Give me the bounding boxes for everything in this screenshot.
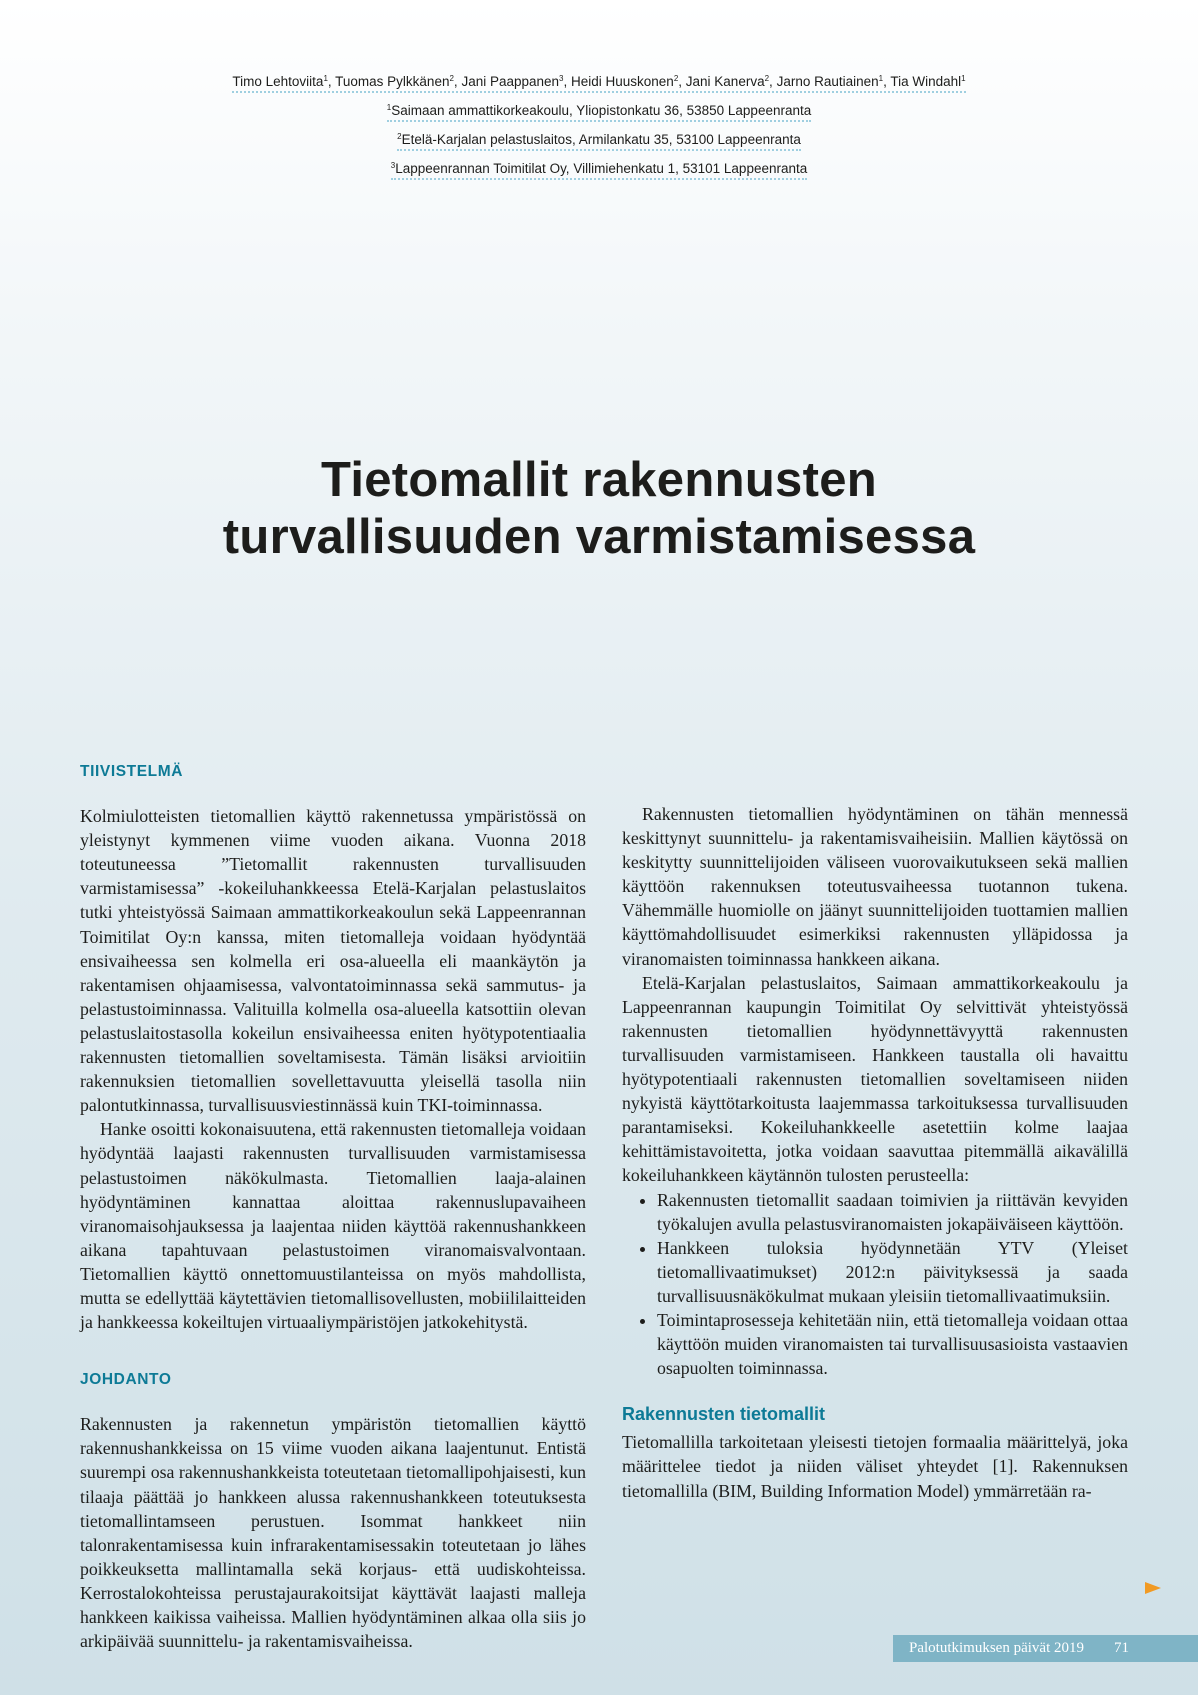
author-affiliation-mark: 2 [764,74,770,83]
author-affiliation-mark: 1 [961,74,966,83]
abstract-paragraph: Hanke osoitti kokonaisuutena, että rakennusten tietomalleja voidaan hyödyntää laajasti rakennusten turvallisuuden varmistamisessa pelastustoimen näkökulmasta. Tietomallien laaja-alainen hyödyntäminen kannattaa aloittaa rakennuslupavaiheen viranomaisohjauksessa ja laajentaa niiden käyttöä rakennushankkeen aikana tapahtuvaan pelastustoimen viranomaisvalvontaan. Tietomallien käyttö onnettomuustilanteissa on myös mahdollista, mutta se edellyttää käytettävien tietomallisovellusten, mobiililaitteiden ja hankkeessa kokeiltujen virtuaaliympäristöjen jatkokehitystä. [80,1119,586,1333]
page-number: 71 [1113,1640,1129,1656]
paper-title [0,452,1198,566]
author-name: Jani Kanerva [685,74,765,89]
affiliation-text: Saimaan ammattikorkeakoulu, Yliopistonkatu 36, 53850 Lappeenranta [391,103,812,118]
abstract-heading: TIIVISTELMÄ [80,763,184,780]
right-column [622,802,1128,1503]
author-affiliation-mark: 2 [449,74,454,83]
author-affiliation-mark: 3 [559,74,564,83]
list-item: • Toimintaprosesseja kehitetään niin, että tietomalleja voidaan ottaa käyttöön muiden viranomaisten tai turvallisuusasioista vastaavien osapuolten toiminnassa. [657,1308,1128,1380]
affiliation-line [391,157,808,180]
intro-paragraph: Rakennusten ja rakennetun ympäristön tietomallien käyttö rakennushankkeissa on 15 viime vuoden aikana laajentunut. Entistä suurempi osa rakennushankkeista toteutetaan tietomallipohjaisesti, kun tilaaja päättää jo hankkeen alussa rakennushankkeen toteutuksesta tietomallintamseen perustuen. Isommat hankkeet niin talonrakentamisessa kuin infrarakentamisessakin toteutetaan jo lähes poikkeuksetta mallintamalla sekä korjaus- että uudiskohteissa. Kerrostalokohteissa perustajaurakoitsijat käyttävät laajasti malleja hankkeen kaikissa vaiheissa. Mallien hyödyntäminen alkaa olla siis jo arkipäivää suunnittelu- ja rakentamisvaiheissa. [80,1414,586,1652]
intro-heading: JOHDANTO [80,1371,172,1389]
affiliation-mark: 1 [386,103,392,112]
author-name: Jarno Rautiainen [776,74,879,89]
left-column [80,760,586,1652]
author-affiliation-mark: 1 [878,74,884,83]
intro-paragraph: Etelä-Karjalan pelastuslaitos, Saimaan ammattikorkeakoulu ja Lappeenrannan kaupungin Toimitilat Oy selvittivät yhteistyössä rakennusten tietomallien hyödynnettävyyttä rakennusten turvallisuuden varmistamiseen. Hankkeen taustalla oli havaittu hyötypotentiaali rakennusten tietomallien soveltamiseen niiden nykyistä käyttötarkoitusta laajemmassa tarkoituksessa turvallisuuden parantamiseksi. Kokeiluhankkeelle asetettiin kolme laajaa kehittämistavoitetta, jotka voidaan saavuttaa pitemmällä aikavälillä kokeiluhankkeen käytännön tulosten perusteella: [622,972,1128,1186]
affiliation-text: Etelä-Karjalan pelastuslaitos, Armilankatu 35, 53100 Lappeenranta [401,132,801,147]
author-name: Tia Windahl [890,74,962,89]
conference-name: Palotutkimuksen päivät 2019 [909,1640,1084,1656]
list-item: • Rakennusten tietomallit saadaan toimivien ja riittävän kevyiden työkalujen avulla pelastusviranomaisten jokapäiväiseen käyttöön. [657,1188,1128,1236]
continue-arrow-icon [1145,1582,1161,1594]
abstract-paragraph: Kolmiulotteisten tietomallien käyttö rakennetussa ympäristössä on yleistynyt kymmenen viime vuoden aikana. Vuonna 2018 toteutuneessa ”Tietomallit rakennusten turvallisuuden varmistamisessa” -kokeiluhankkeessa Etelä-Karjalan pelastuslaitos tutki yhteistyössä Saimaan ammattikorkeakoulun sekä Lappeenrannan Toimitilat Oy:n kanssa, miten tietomalleja voidaan hyödyntää ensivaiheessa sen kolmella eri osa-alueella eli maankäytön ja rakentamisen ohjaamisessa, valvontatoiminnassa sekä sammutus- ja pelastustoiminnassa. Valituilla kolmella osa-alueella katsottiin olevan pelastuslaitostasolla kokeilun ensivaiheessa eniten hyötypotentiaalia rakennusten tietomallien soveltamisesta. Tämän lisäksi arvioitiin rakennuksien tietomallien sovellettavuutta yleisellä tasolla niin palontutkinnassa, turvallisuusviestinnässä kuin TKI-toiminnassa. [80,806,586,1116]
affiliation-line [387,99,811,122]
author-name: Jani Paappanen [461,74,560,89]
title-line-2: turvallisuuden varmistamisessa [222,510,976,564]
affiliation-text: Lappeenrannan Toimitilat Oy, Villimiehenkatu 1, 53101 Lappeenranta [395,161,808,176]
author-list: Timo Lehtoviita$^1$, Tuomas Pylkkänen$^2$, Jani Paappanen$^3$, Heidi Huuskonen$^2$, Jani Kanerva$^2$, Jarno Rautiainen$^1$, Tia Windahl$^1$ [232,70,965,93]
author-affiliation-mark: 2 [673,74,679,83]
bim-paragraph: Tietomallilla tarkoitetaan yleisesti tietojen formaalia määrittelyä, joka määrittelee tiedot ja niiden väliset yhteydet [1]. Rakennuksen tietomallilla (BIM, Building Information Model) ymmärretään ra- [622,1432,1128,1501]
author-header [0,70,1198,186]
list-item: • Hankkeen tuloksia hyödynnetään YTV (Yleiset tietomallivaatimukset) 2012:n päivityksessä ja saada turvallisuusnäkökulmat mukaan yleisiin tietomallivaatimuksiin. [657,1236,1128,1308]
intro-paragraph: Rakennusten tietomallien hyödyntäminen on tähän mennessä keskittynyt suunnittelu- ja rakentamisvaiheisiin. Mallien käytössä on keskitytty suunnittelijoiden väliseen vuorovaikutukseen sekä mallien käyttöön rakennuksen toteutusvaiheessa tuotannon tukena. Vähemmälle huomiolle on jäänyt suunnittelijoiden tuottamien mallien käyttömahdollisuudet esimerkiksi rakennusten ylläpidossa ja viranomaisten toiminnassa hankkeen aikana. [622,804,1128,969]
title-line-1: Tietomallit rakennusten [320,453,878,507]
affiliation-mark: 3 [390,161,396,170]
author-name: Heidi Huuskonen [571,74,674,89]
bim-section-heading: Rakennusten tietomallit [622,1404,826,1425]
affiliation-mark: 2 [397,132,402,141]
author-name: Tuomas Pylkkänen [335,74,450,89]
goals-list [622,1188,1128,1381]
author-name: Timo Lehtoviita [232,74,324,89]
author-affiliation-mark: 1 [323,74,328,83]
page-footer [893,1635,1198,1662]
affiliation-line [397,128,801,151]
